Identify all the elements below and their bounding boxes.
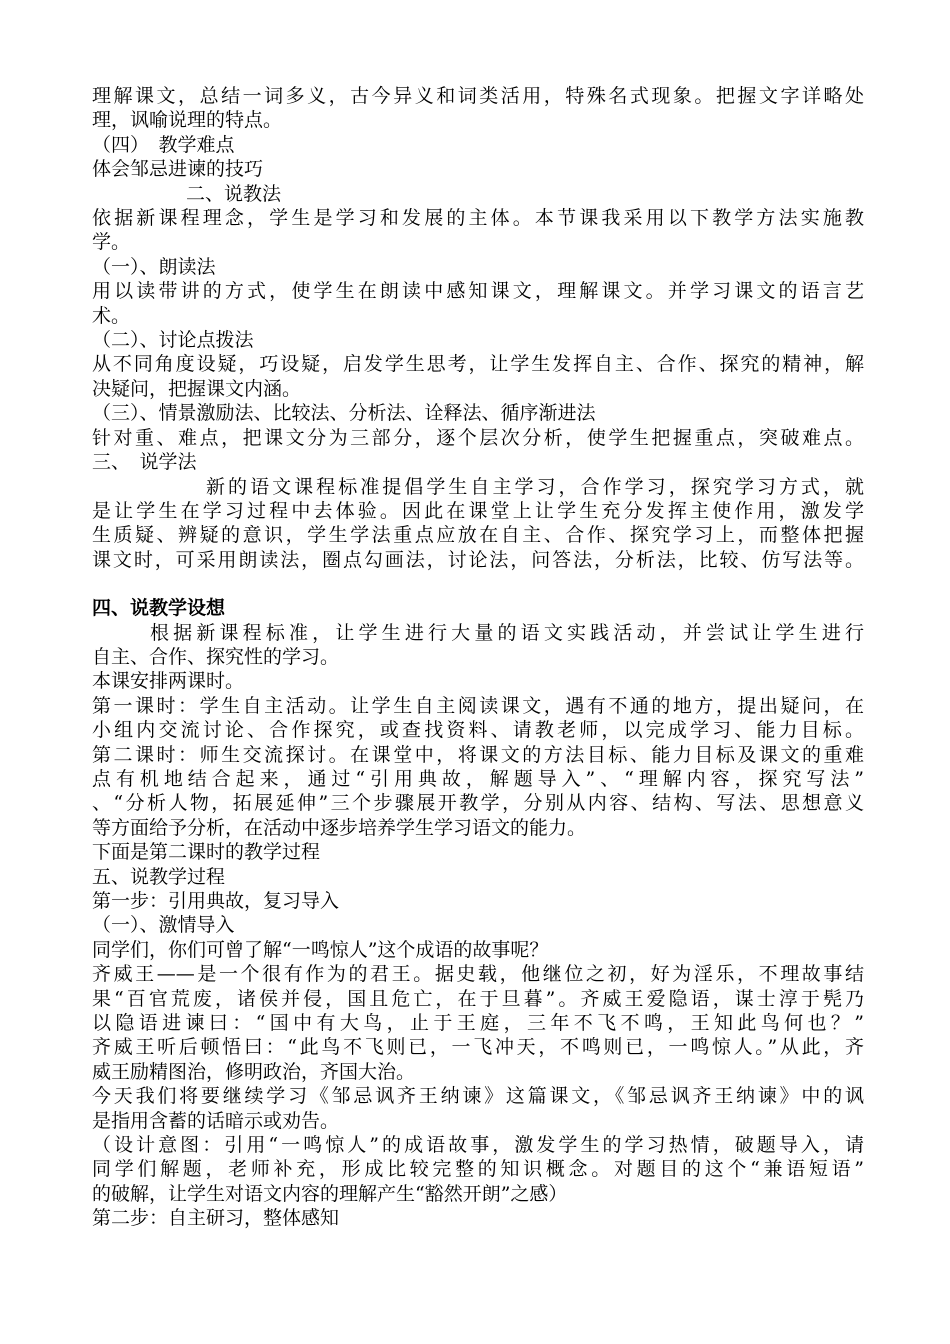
text-line: 本课安排两课时。 (92, 670, 245, 693)
text-line: 、“分析人物，拓展延伸”三个步骤展开教学，分别从内容、结构、写法、思想意义 (92, 792, 864, 815)
text-line: 学。 (92, 231, 131, 254)
text-line: 根据新课程标准，让学生进行大量的语文实践活动，并尝试让学生进行 (150, 621, 864, 644)
text-line: 小组内交流讨论、合作探究，或查找资料、请教老师，以完成学习、能力目标。 (92, 719, 864, 742)
section-heading: 二、说教法 (186, 182, 282, 205)
text-line: 第一课时：学生自主活动。让学生自主阅读课文，遇有不通的地方，提出疑问，在 (92, 694, 864, 717)
text-line: 第二课时：师生交流探讨。在课堂中，将课文的方法目标、能力目标及课文的重难 (92, 743, 864, 766)
text-line: 是让学生在学习过程中去体验。因此在课堂上让学生充分发挥主使作用，激发学 (92, 499, 864, 522)
text-line: 果“百官荒废，诸侯并侵，国且危亡，在于旦暮”。齐威王爱隐语，谋士淳于髡乃 (92, 987, 864, 1010)
subsection-heading: （二）、讨论点拨法 (92, 329, 254, 352)
text-line: 的破解，让学生对语文内容的理解产生“豁然开朗”之感） (92, 1182, 568, 1205)
subsection-heading: （四） 教学难点 (92, 133, 235, 156)
text-line: 下面是第二课时的教学过程 (92, 841, 321, 864)
section-heading: 四、说教学设想 (92, 597, 226, 620)
paragraph-gap (92, 572, 864, 596)
text-line: 威王励精图治，修明政治，齐国大治。 (92, 1060, 416, 1083)
text-line: 点有机地结合起来，通过“引用典故，解题导入”、“理解内容，探究写法” (92, 767, 864, 790)
text-line: 今天我们将要继续学习《邹忌讽齐王纳谏》这篇课文，《邹忌讽齐王纳谏》中的讽 (92, 1085, 864, 1108)
text-line: 齐威王——是一个很有作为的君王。据史载，他继位之初，好为淫乐，不理故事结 (92, 963, 864, 986)
text-line: 决疑问，把握课文内涵。 (92, 377, 302, 400)
step-heading: 第一步：引用典故，复习导入 (92, 890, 340, 912)
section-heading: 五、说教学过程 (92, 865, 226, 888)
subsection-heading: （一）、朗读法 (92, 255, 216, 278)
text-line: 生质疑、辨疑的意识，学生学法重点应放在自主、合作、探究学习上，而整体把握 (92, 524, 864, 547)
text-line: 同学们，你们可曾了解“一鸣惊人”这个成语的故事呢？ (92, 938, 549, 961)
text-line: 新的语文课程标准提倡学生自主学习，合作学习，探究学习方式，就 (206, 475, 864, 498)
section-heading: 三、 说学法 (92, 451, 197, 474)
text-line: （设计意图：引用“一鸣惊人”的成语故事，激发学生的学习热情，破题导入，请 (92, 1134, 864, 1157)
text-line: 课文时，可采用朗读法，圈点勾画法，讨论法，问答法，分析法，比较、仿写法等。 (92, 548, 864, 571)
step-heading: 第二步：自主研习，整体感知 (92, 1207, 340, 1230)
subsection-heading: （三）、情景激励法、比较法、分析法、诠释法、循序渐进法 (92, 402, 596, 425)
text-line: 依据新课程理念，学生是学习和发展的主体。本节课我采用以下教学方法实施教 (92, 207, 864, 230)
text-line: 术。 (92, 304, 131, 327)
text-line: 体会邹忌进谏的技巧 (92, 158, 264, 181)
text-line: 从不同角度设疑，巧设疑，启发学生思考，让学生发挥自主、合作、探究的精神，解 (92, 353, 864, 376)
text-line: 齐威王听后顿悟曰：“此鸟不飞则已，一飞冲天，不鸣则已，一鸣惊人。”从此，齐 (92, 1036, 864, 1059)
text-line: 理，讽喻说理的特点。 (92, 109, 283, 132)
text-line: 等方面给予分析，在活动中逐步培养学生学习语文的能力。 (92, 816, 587, 839)
subsection-heading: （一）、激情导入 (92, 914, 235, 937)
text-line: 针对重、难点，把课文分为三部分，逐个层次分析，使学生把握重点，突破难点。 (92, 426, 864, 449)
text-line: 以隐语进谏曰：“国中有大鸟，止于王庭，三年不飞不鸣，王知此鸟何也？” (92, 1012, 864, 1035)
text-line: 是指用含蓄的话暗示或劝告。 (92, 1109, 340, 1132)
text-line: 用以读带讲的方式，使学生在朗读中感知课文，理解课文。并学习课文的语言艺 (92, 280, 864, 303)
text-line: 同学们解题，老师补充，形成比较完整的知识概念。对题目的这个“兼语短语” (92, 1158, 864, 1181)
text-line: 理解课文，总结一词多义，古今异义和词类活用，特殊名式现象。把握文字详略处 (92, 85, 864, 107)
text-line: 自主、合作、探究性的学习。 (92, 645, 340, 668)
document-page (92, 84, 864, 1231)
